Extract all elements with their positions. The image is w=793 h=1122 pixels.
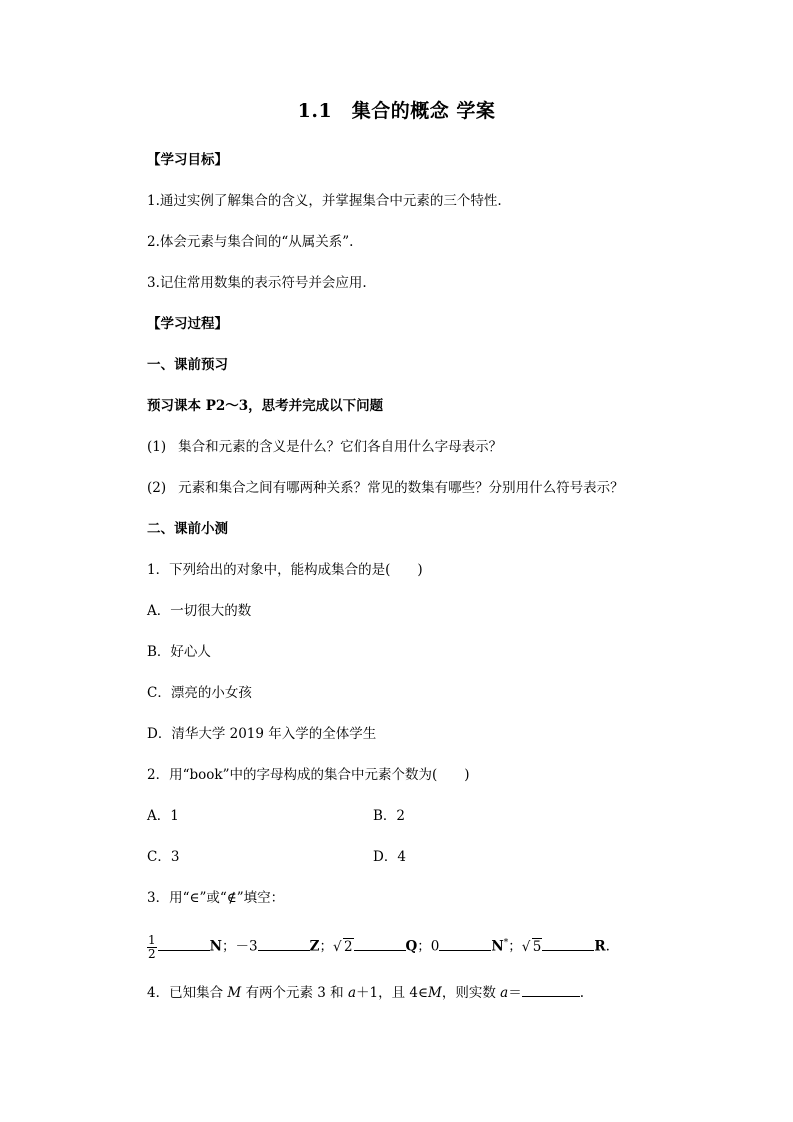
part1-heading: 一、课前预习 — [147, 357, 228, 373]
q2-option-c: C．3 — [147, 849, 180, 865]
sqrt-five: √ 5 — [522, 934, 543, 960]
q4-text: 有两个元素 3 和 — [241, 985, 348, 1001]
variable-a: a — [347, 985, 357, 1001]
preview-instruction: 预习课本 P2～3，思考并完成以下问题 — [147, 398, 384, 414]
period: . — [579, 985, 584, 1001]
section-process-heading: 【学习过程】 — [147, 316, 228, 332]
q1-option-b: B．好心人 — [147, 644, 211, 660]
set-Q: Q — [405, 938, 418, 955]
answer-blank[interactable] — [158, 936, 210, 951]
q4-text: ＋1，且 4∈ — [356, 985, 429, 1001]
q2-option-a: A．1 — [147, 808, 179, 824]
separator: ； — [417, 938, 431, 955]
question-3-stem: 3．用“∈”或“∉”填空： — [147, 890, 285, 906]
answer-blank[interactable] — [354, 936, 406, 951]
part2-heading: 二、课前小测 — [147, 521, 228, 537]
q1-option-a: A．一切很大的数 — [147, 603, 252, 619]
section-objectives-heading: 【学习目标】 — [147, 152, 228, 168]
question-4 — [147, 982, 584, 1003]
question-1-stem: 1．下列给出的对象中，能构成集合的是( ) — [147, 562, 423, 578]
variable-M: M — [428, 985, 442, 1001]
objective-item: 2.体会元素与集合间的“从属关系”. — [147, 234, 354, 250]
star-superscript: * — [503, 938, 509, 948]
answer-blank[interactable] — [522, 982, 580, 997]
separator: ； — [319, 938, 333, 955]
question-text: 元素和集合之间有哪两种关系？常见的数集有哪些？分别用什么符号表示？ — [178, 480, 624, 496]
q4-text: 4．已知集合 — [147, 985, 228, 1001]
preview-question — [147, 478, 624, 498]
set-R: R — [594, 938, 606, 955]
question-3-fill-row — [147, 930, 610, 961]
set-N: N — [209, 938, 222, 955]
q1-option-c: C．漂亮的小女孩 — [147, 685, 252, 701]
separator: ； — [508, 938, 522, 955]
set-Z: Z — [309, 938, 320, 955]
q2-option-d: D．4 — [373, 849, 406, 865]
period: . — [605, 938, 610, 955]
neg-three: －3 — [235, 938, 258, 955]
question-number: (2) — [147, 480, 167, 496]
sqrt-two: √ 2 — [333, 934, 354, 960]
zero: 0 — [430, 938, 440, 955]
page-title: 1.1 集合的概念 学案 — [297, 100, 496, 122]
fraction-one-half: $\frac{1}{2}$ — [148, 932, 156, 961]
question-number: (1) — [147, 439, 167, 455]
q4-text: ＝ — [508, 985, 522, 1001]
question-text: 集合和元素的含义是什么？它们各自用什么字母表示？ — [178, 439, 503, 455]
q1-option-d: D．清华大学 2019 年入学的全体学生 — [147, 726, 377, 742]
objective-item: 3.记住常用数集的表示符号并会应用. — [147, 275, 367, 291]
variable-a: a — [500, 985, 509, 1001]
separator: ； — [221, 938, 236, 955]
sqrt-sign-icon: √ — [332, 938, 342, 955]
preview-question — [147, 437, 502, 457]
q4-text: ，则实数 — [441, 985, 501, 1001]
answer-blank[interactable] — [542, 936, 594, 951]
variable-M: M — [227, 985, 242, 1001]
answer-blank[interactable] — [439, 936, 491, 951]
objective-item: 1.通过实例了解集合的含义，并掌握集合中元素的三个特性. — [147, 193, 502, 209]
question-2-stem: 2．用“book”中的字母构成的集合中元素个数为( ) — [147, 767, 470, 783]
set-N-star: N — [491, 938, 504, 955]
answer-blank[interactable] — [258, 936, 310, 951]
q2-option-row — [147, 806, 179, 826]
q2-option-b: B．2 — [373, 808, 406, 824]
sqrt-sign-icon: √ — [521, 938, 531, 955]
